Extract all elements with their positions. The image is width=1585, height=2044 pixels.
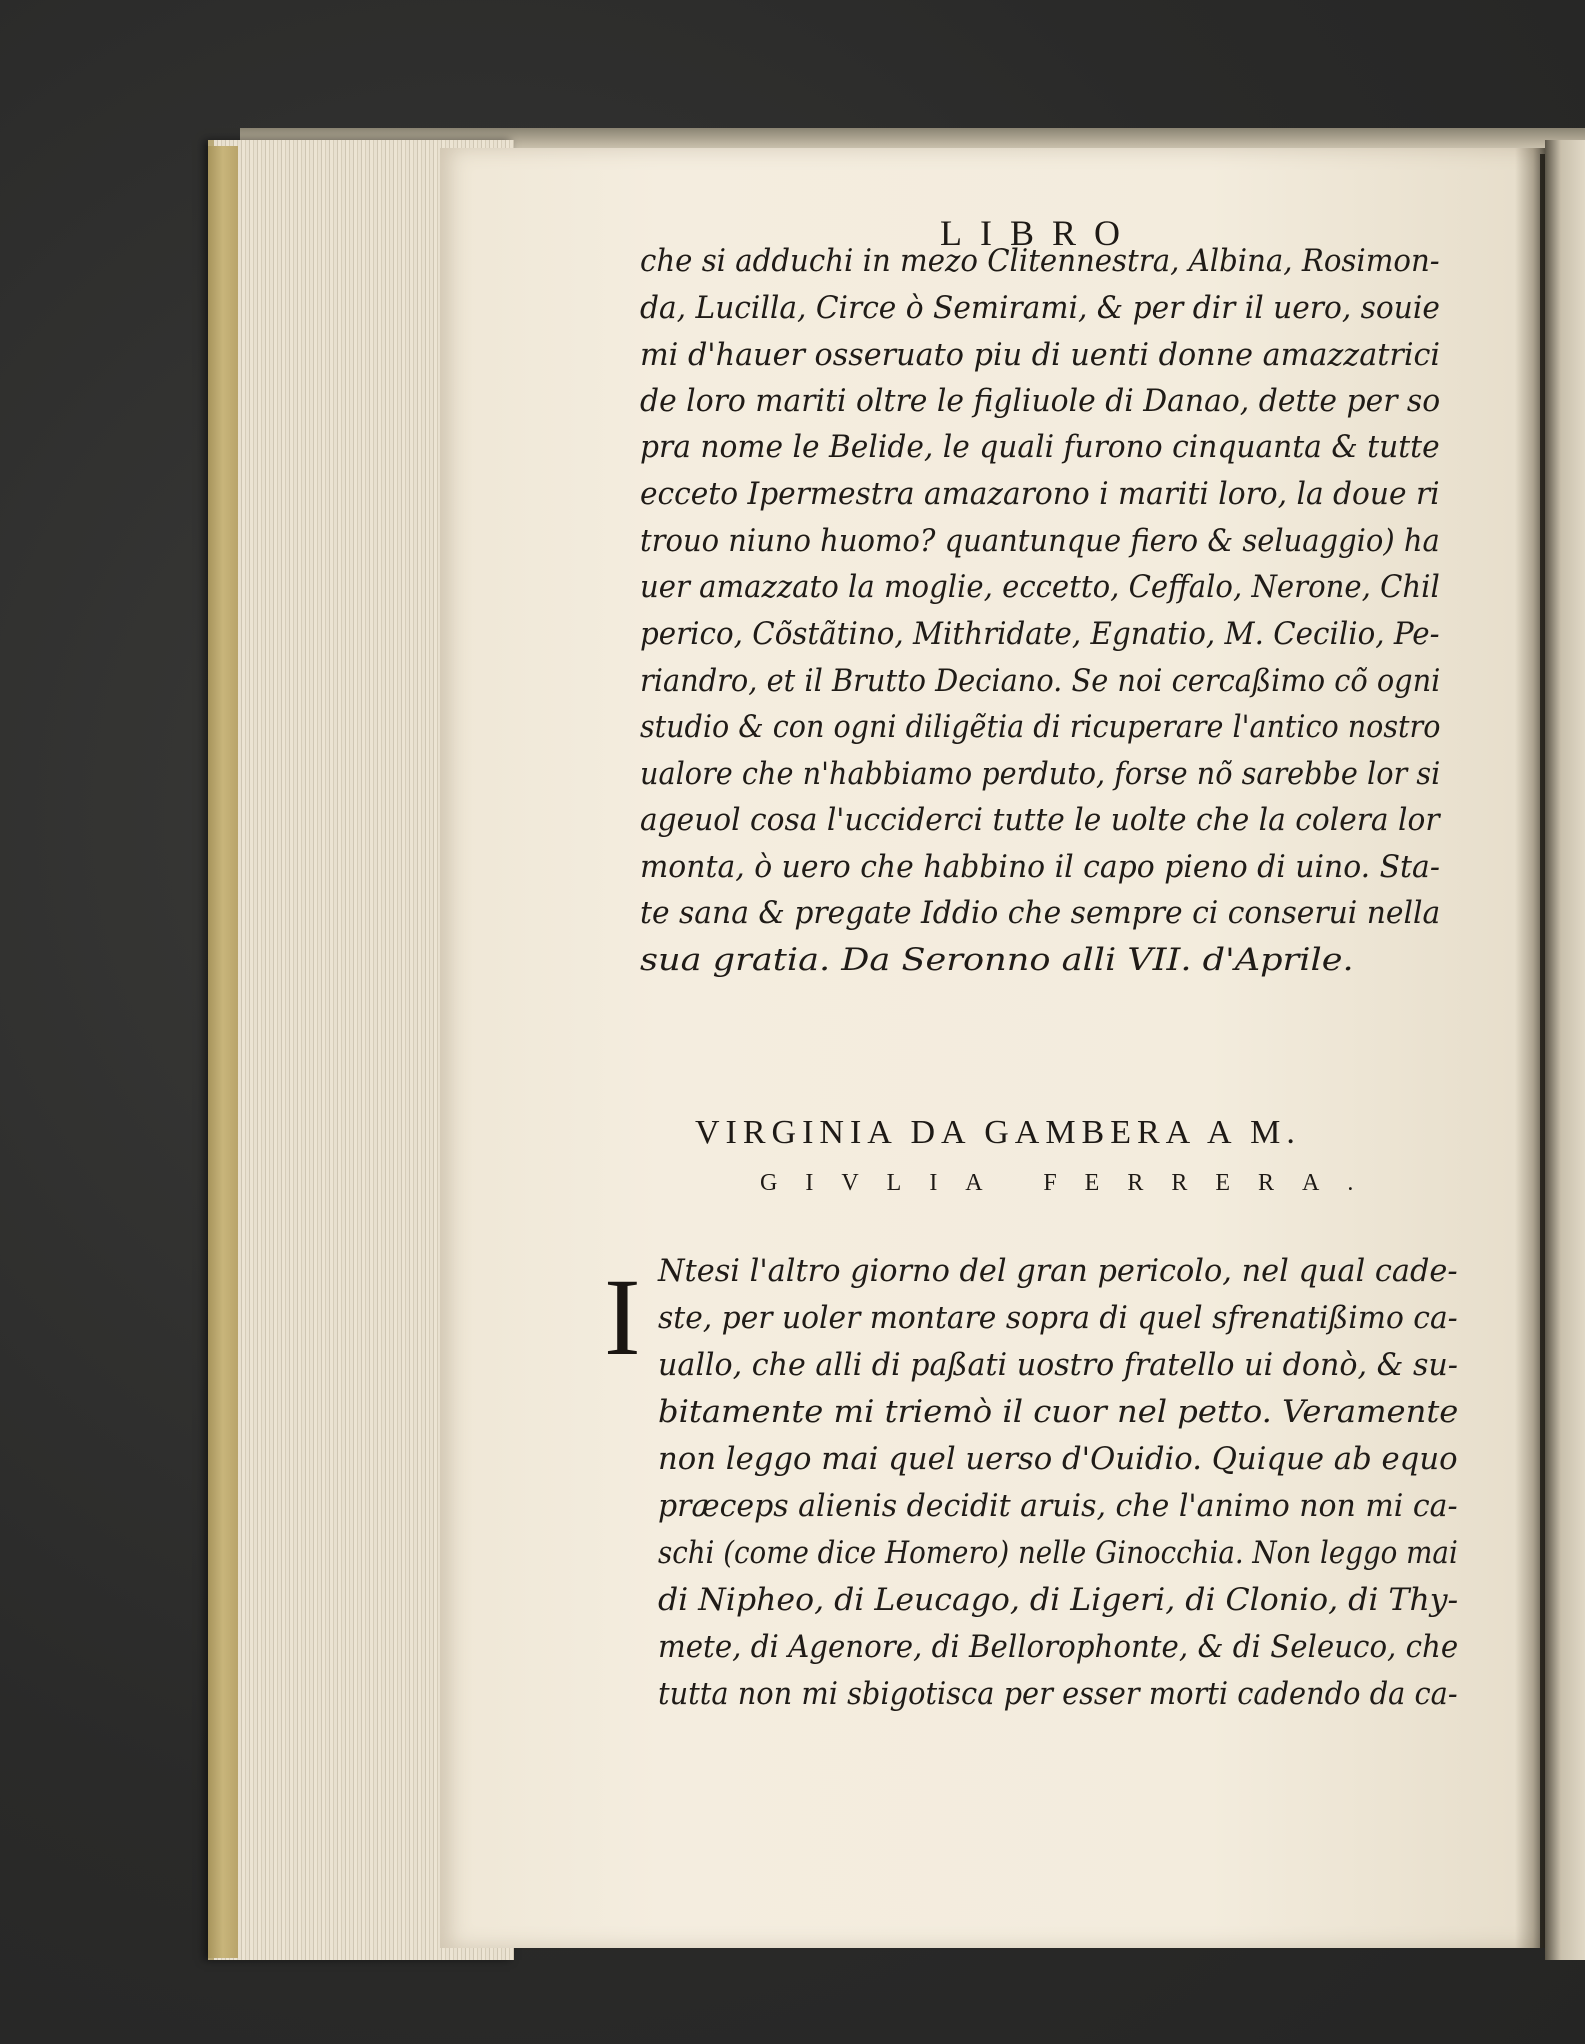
text-line: non leggo mai quel uerso d'Ouidio. Quique ab equo [658, 1442, 1458, 1477]
facing-page-edge [1545, 140, 1585, 1960]
text-line: Ntesi l'altro giorno del gran pericolo, nel qual cade- [658, 1254, 1458, 1289]
text-line: schi (come dice Homero) nelle Ginocchia. Non leggo mai [658, 1536, 1458, 1571]
text-line: ste, per uoler montare sopra di quel sfrenatißimo ca- [658, 1301, 1458, 1336]
letter-heading: VIRGINIA DA GAMBERA A M. [695, 1114, 1301, 1151]
book-cover-left [208, 146, 238, 1958]
text-line: uallo, che alli di paßati uostro fratello ui donò, & su- [658, 1348, 1458, 1383]
text-line: perico, Cõstãtino, Mithridate, Egnatio, M. Cecilio, Pe- [640, 617, 1440, 652]
text-line: te sana & pregate Iddio che sempre ci conserui nella [640, 896, 1441, 931]
text-line: præceps alienis decidit aruis, che l'animo non mi ca- [658, 1489, 1458, 1524]
text-line: mi d'hauer osseruato piu di uenti donne amazzatrici [640, 338, 1441, 373]
text-line: riandro, et il Brutto Deciano. Se noi cercaßimo cõ ogni [640, 664, 1441, 699]
text-line: de loro mariti oltre le figliuole di Danao, dette per so [640, 384, 1441, 419]
text-line: di Nipheo, di Leucago, di Ligeri, di Clonio, di Thy- [658, 1583, 1459, 1618]
text-line: monta, ò uero che habbino il capo pieno di uino. Sta- [640, 850, 1440, 885]
text-line: tutta non mi sbigotisca per esser morti cadendo da ca- [658, 1677, 1458, 1712]
text-line: trouo niuno huomo? quantunque fiero & seluaggio) ha [640, 524, 1440, 559]
text-line: da, Lucilla, Circe ò Semirami, & per dir il uero, souie [640, 291, 1440, 326]
drop-cap: I [604, 1256, 641, 1378]
text-line: uer amazzato la moglie, eccetto, Ceffalo, Nerone, Chil [640, 570, 1440, 605]
text-line: sua gratia. Da Seronno alli VII. d'Aprile. [640, 943, 1354, 978]
text-line: pra nome le Belide, le quali furono cinquanta & tutte [640, 430, 1440, 465]
text-line: mete, di Agenore, di Bellorophonte, & di Seleuco, che [658, 1630, 1459, 1665]
running-head: LIBRO [940, 213, 1138, 253]
page-gutter [1515, 148, 1545, 1948]
text-line: ecceto Ipermestra amazarono i mariti loro, la doue ri [640, 477, 1440, 512]
text-line: bitamente mi triemò il cuor nel petto. Veramente [658, 1395, 1459, 1430]
text-line: studio & con ogni diligẽtia di ricuperare l'antico nostro [640, 710, 1441, 745]
letter-subheading: GIVLIA FERRERA. [760, 1170, 1382, 1196]
text-line: ualore che n'habbiamo perduto, forse nõ sarebbe lor si [640, 757, 1441, 792]
text-line: che si adduchi in mezo Clitennestra, Albina, Rosimon- [640, 244, 1440, 279]
text-line: ageuol cosa l'ucciderci tutte le uolte che la colera lor [640, 803, 1440, 838]
